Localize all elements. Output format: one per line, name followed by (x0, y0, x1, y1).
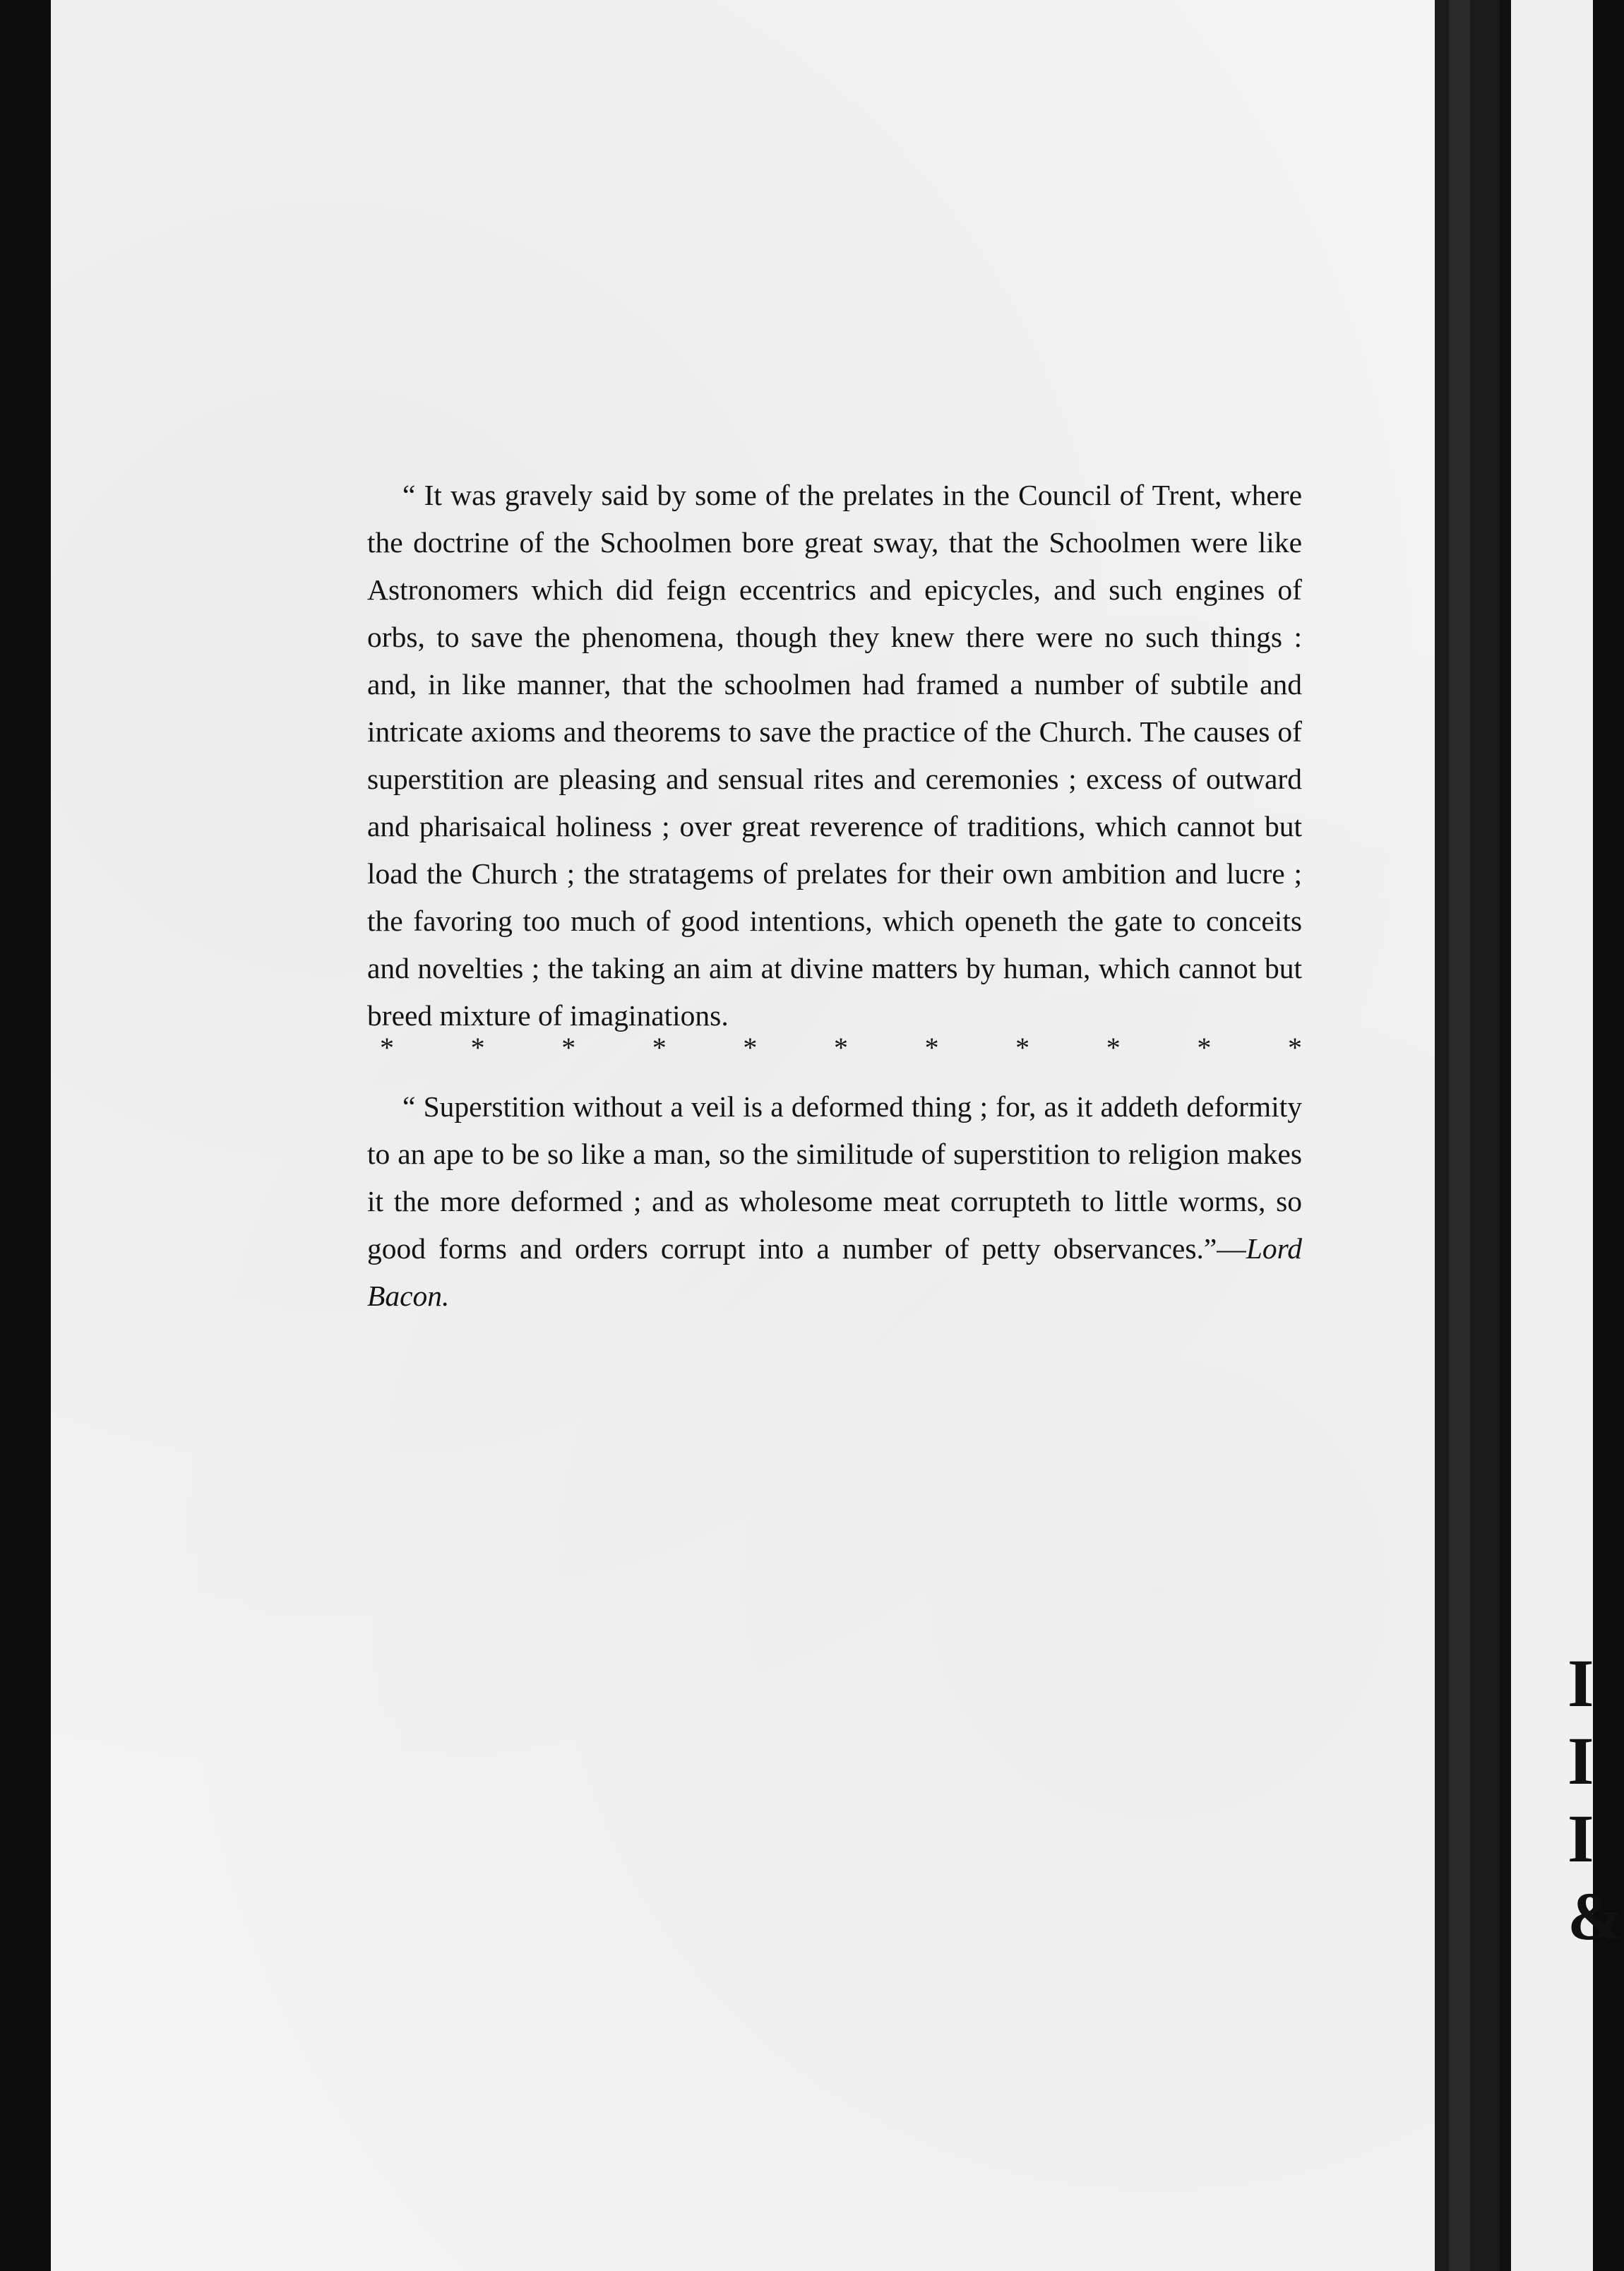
book-page (51, 0, 1435, 2271)
adjacent-page-letter: & (1568, 1878, 1624, 1954)
asterisk: * (380, 1032, 394, 1063)
asterisk: * (470, 1032, 485, 1063)
adjacent-page-letter: I (1568, 1801, 1594, 1876)
asterisk: * (1106, 1032, 1121, 1063)
asterisk: * (1015, 1032, 1030, 1063)
asterisk: * (1197, 1032, 1212, 1063)
asterisk-separator (367, 1034, 1302, 1073)
quote-paragraph-2 (367, 1083, 1302, 1320)
quotation-block (367, 472, 1302, 1320)
adjacent-page-letter: I (1568, 1723, 1594, 1799)
asterisk: * (924, 1032, 939, 1063)
page-edge (1449, 0, 1470, 2271)
asterisk: * (561, 1032, 576, 1063)
asterisk: * (833, 1032, 848, 1063)
asterisk: * (1287, 1032, 1302, 1063)
quote-paragraph-2-text: “ Superstition without a veil is a deformed thing ; for, as it addeth deformity to an ape to be so like a man, so the similitude of superstition to religion makes it the more deformed ; and as wholesome meat corrupteth to little worms, so good forms and orders corrupt into a number of petty observances.”— (367, 1090, 1302, 1265)
quote-attribution: Lord Bacon. (367, 1232, 1302, 1312)
asterisk: * (652, 1032, 667, 1063)
adjacent-page-letter: I (1568, 1645, 1594, 1721)
adjacent-page-edge (1500, 0, 1624, 2271)
quote-paragraph-1: “ It was gravely said by some of the prelates in the Council of Trent, where the doctrine of the Schoolmen bore great sway, that the Schoolmen were like Astronomers which did feign eccentrics and epicycles, and such engines of orbs, to save the phenomena, though they knew there were no such things : and, in like manner, that the schoolmen had framed a number of subtile and intricate axioms and theorems to save the practice of the Church. The causes of superstition are pleasing and sensual rites and ceremonies ; excess of outward and pharisaical holiness ; over great reverence of traditions, which cannot but load the Church ; the stratagems of prelates for their own ambition and lucre ; the favoring too much of good intentions, which openeth the gate to conceits and novelties ; the taking an aim at divine matters by human, which cannot but breed mixture of imaginations. (367, 479, 1302, 1032)
adjacent-page-shadow (1500, 0, 1511, 2271)
asterisk: * (743, 1032, 758, 1063)
